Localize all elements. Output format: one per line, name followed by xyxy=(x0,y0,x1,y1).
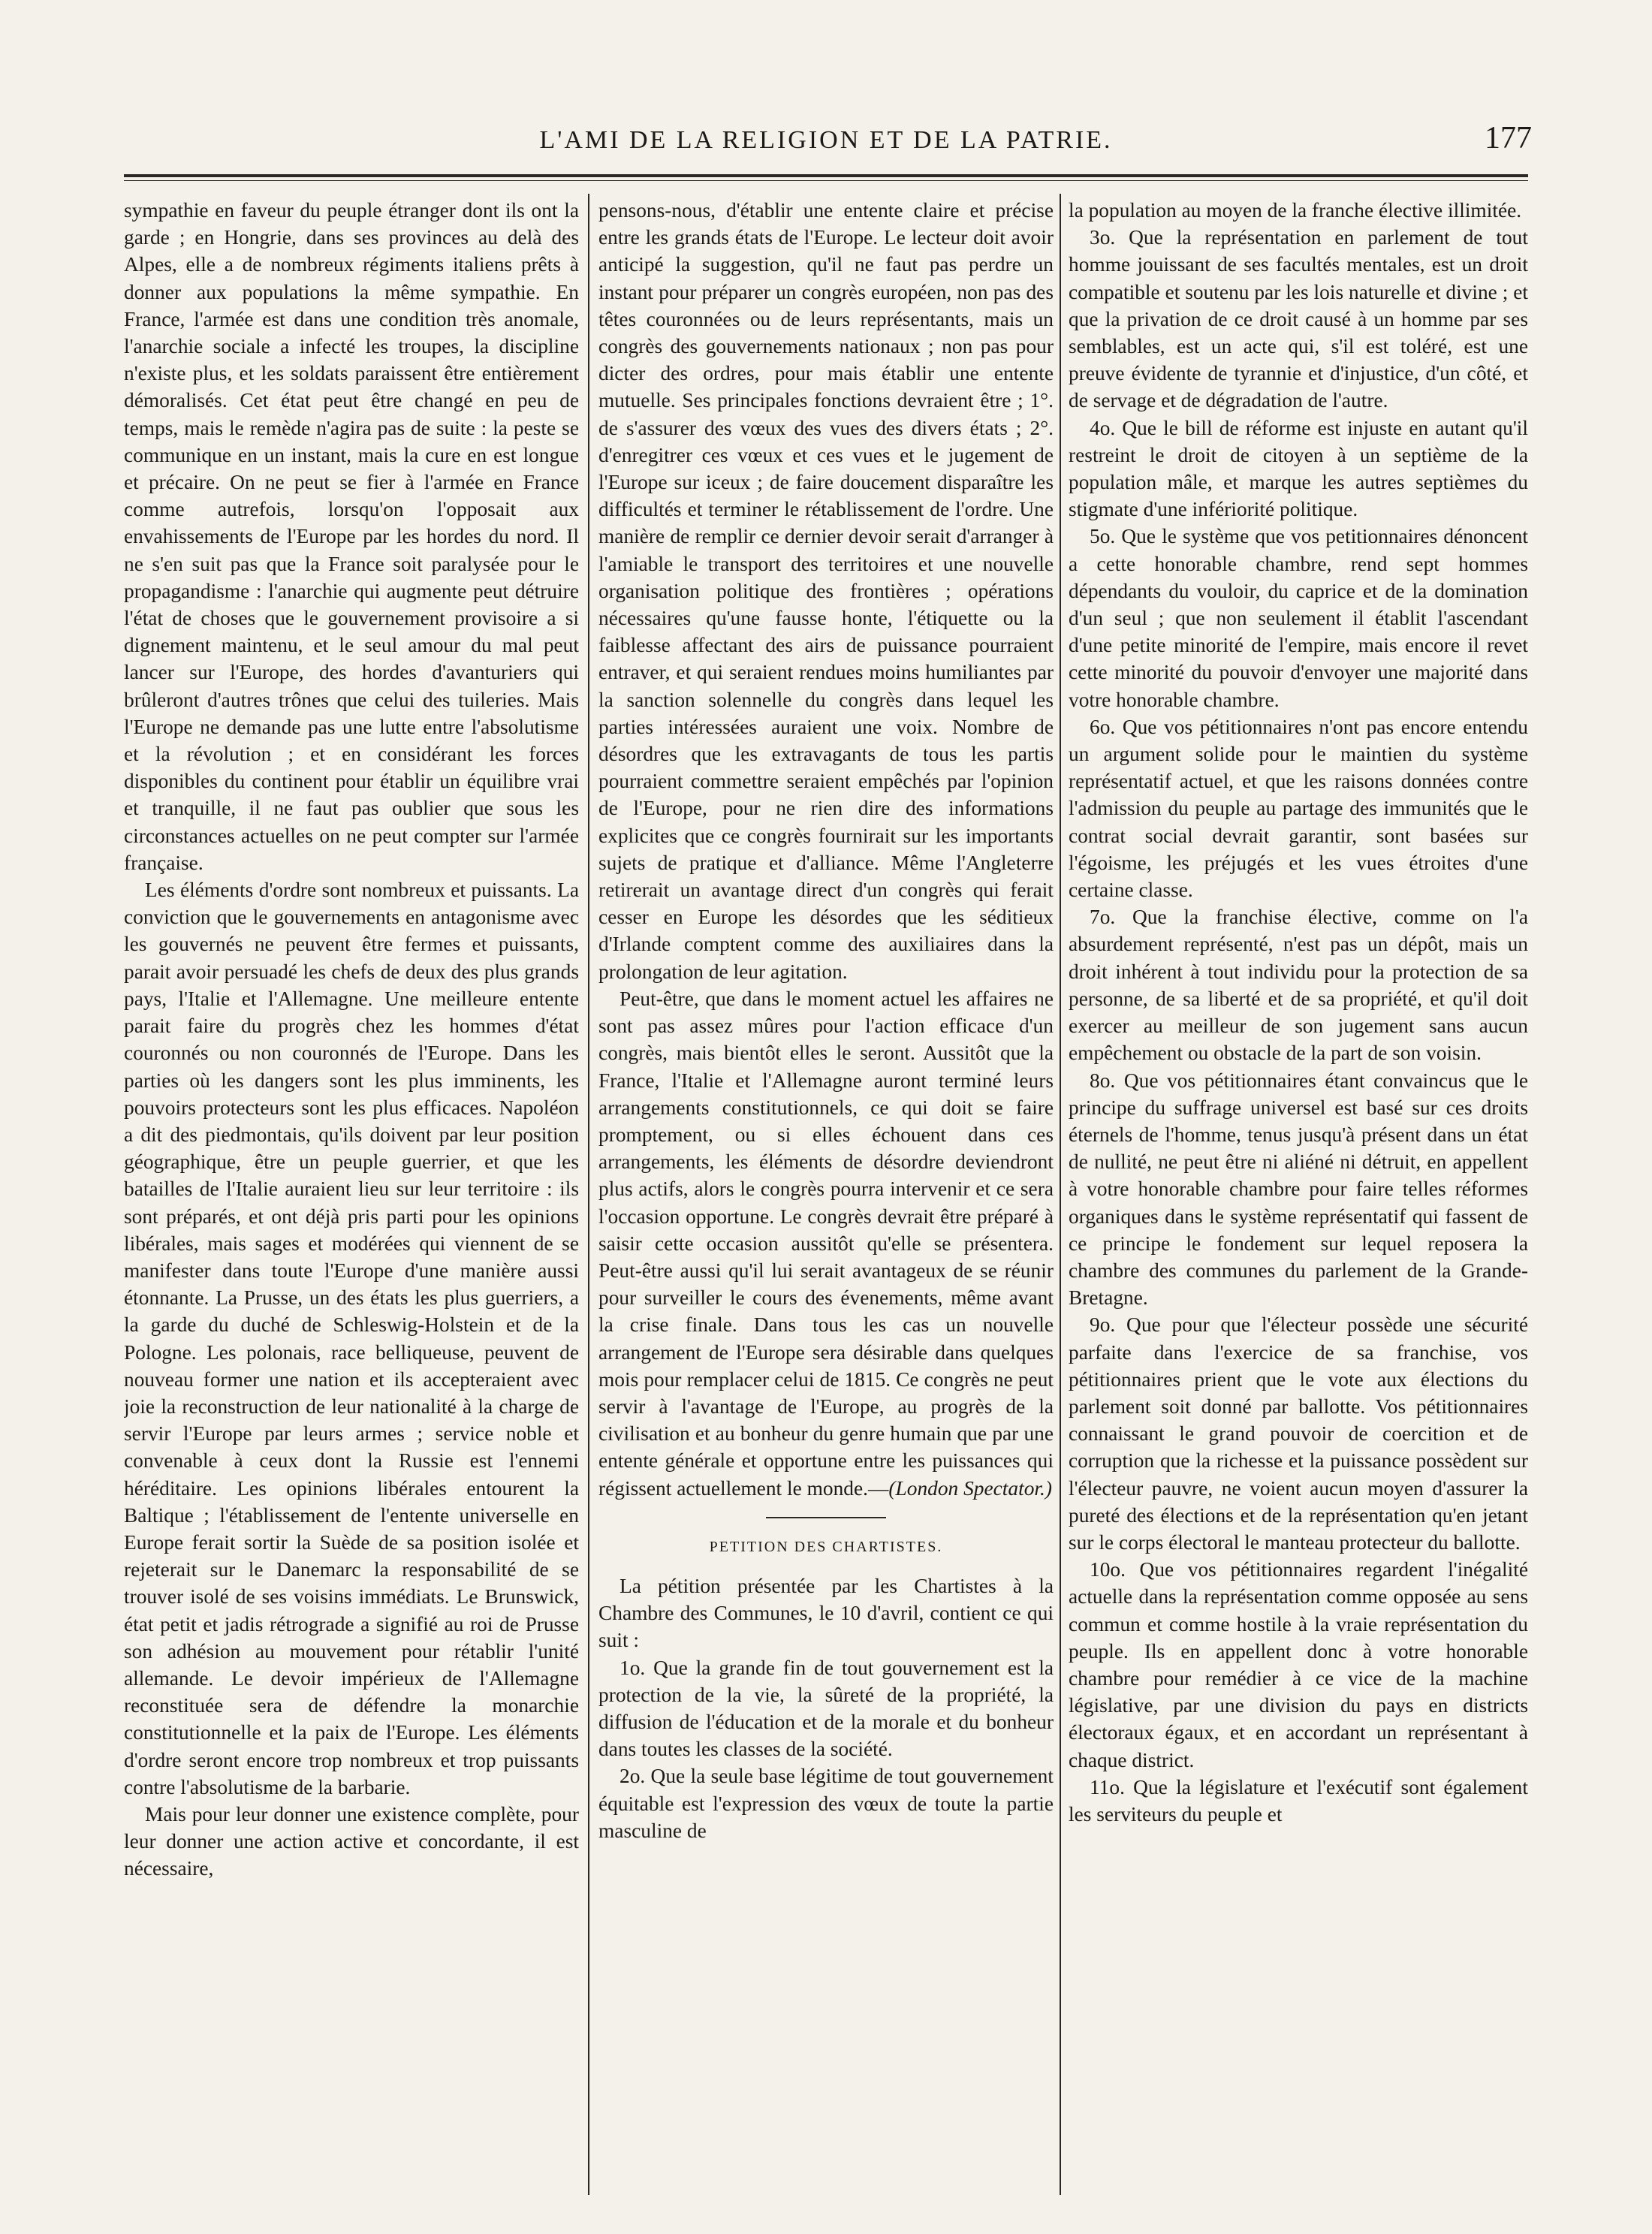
paragraph xyxy=(598,985,1054,1502)
paragraph: pensons-nous, d'établir une entente claire et précise entre les grands états de l'Europe. Le lecteur doit avoir anticipé la suggestion, qu'il ne faut pas perdre un instant pour préparer un congrès européen, non pas des têtes couronnées ou de leurs représentants, mais un congrès des gouvernements nationaux ; non pas pour dicter des ordres, pour mais établir une entente mutuelle. Ses principales fonctions devraient être ; 1°. de s'assurer des vœux des vues des divers états ; 2°. d'enregitrer ces vœux et ces vues et le jugement de l'Europe sur iceux ; de faire doucement disparaître les difficultés et terminer le rétablissement de l'ordre. Une manière de remplir ce dernier devoir serait d'arranger à l'amiable le transport des territoires et une nouvelle organisation politique des frontières ; opérations nécessaires qu'une fausse honte, l'étiquette ou la faiblesse affectant des airs de puissance pourraient entraver, et qui seraient rendues moins humiliantes par la sanction solennelle du congrès dans lequel les parties intéressées auraient une voix. Nombre de désordres que les extravagants de tous les partis pourraient commettre seraient empêchés par l'opinion de l'Europe, pour ne rien dire des informations explicites que ce congrès fournirait sur les importants sujets de pratique et d'alliance. Même l'Angleterre retirerait un avantage direct d'un congrès qui ferait cesser en Europe les désordes que les séditieux d'Irlande comptent comme des auxiliaires dans la prolongation de leur agitation. xyxy=(598,199,1054,983)
running-title: L'AMI DE LA RELIGION ET DE LA PATRIE. xyxy=(539,126,1113,154)
header-rule-thin xyxy=(124,180,1528,181)
page-header xyxy=(120,113,1532,165)
paragraph: 4o. Que le bill de réforme est injuste en autant qu'il restreint le droit de citoyen à un septième de la population mâle, et marque les autres septièmes du stigmate d'une infériorité politique. xyxy=(1069,416,1528,521)
text-column-1 xyxy=(124,197,579,2202)
paragraph: 1o. Que la grande fin de tout gouvernement est la protection de la vie, la sûreté de la propriété, la diffusion de l'éducation et de la morale et du bonheur dans toutes les classes de la société. xyxy=(598,1656,1054,1761)
paragraph: 5o. Que le système que vos petitionnaires dénoncent a cette honorable chambre, rend sept hommes dépendants du vouloir, du caprice et de la domination d'un seul ; que non seulement il établit l'ascendant d'une petite minorité de l'empire, mais encore il revet cette minorité du pouvoir d'envoyer une majorité dans votre honorable chambre. xyxy=(1069,525,1528,711)
paragraph: Les éléments d'ordre sont nombreux et puissants. La conviction que le gouvernements en antagonisme avec les gouvernés ne peuvent être fermes et puissants, parait avoir persuadé les chefs de deux des plus grands pays, l'Italie et l'Allemagne. Une meilleure entente parait faire du progrès chez les hommes d'état couronnés ou non couronnés de l'Europe. Dans les parties où les dangers sont les plus imminents, les pouvoirs protecteurs sont les plus efficaces. Napoléon a dit des piedmontais, qu'ils doivent par leur position géographique, être un peuple guerrier, et que les batailles de l'Italie auraient lieu sur leur territoire : ils sont préparés, et ont déjà pris parti pour les opinions libérales, mais sages et modérées qui viennent de se manifester dans toute l'Europe d'une manière aussi étonnante. La Prusse, un des états les plus guerriers, a la garde du duché de Schleswig-Holstein et de la Pologne. Les polonais, race belliqueuse, peuvent de nouveau former une nation et ils accepteraient avec joie la reconstruction de leur nationalité à la charge de servir l'Europe par leurs armes ; service noble et convenable à ceux dont la Russie est l'ennemi héréditaire. Les opinions libérales entourent la Baltique ; l'établissement de l'entente universelle en Europe ferait sortir la Suède de sa position isolée et rejeterait sur le Danemarc la responsabilité de se trouver isolé de ses voisins immédiats. Le Brunswick, état petit et jadis rétrograde a signifié au roi de Prusse son adhésion au mouvement pour rétablir l'unité allemande. Le devoir impérieux de l'Allemagne reconstituée sera de défendre la monarchie constitutionnelle et la paix de l'Europe. Les éléments d'ordre seront encore trop nombreux et trop puissants contre l'absolutisme de la barbarie. xyxy=(124,879,579,1798)
paragraph: 3o. Que la représentation en parlement de tout homme jouissant de ses facultés mentales, est un droit compatible et soutenu par les lois naturelle et divine ; et que la privation de ce droit causé à un homme par ses semblables, est un acte qui, s'il est toléré, est une preuve évidente de tyrannie et d'injustice, d'un côté, et de servage et de dégradation de l'autre. xyxy=(1069,226,1528,412)
paragraph: 7o. Que la franchise élective, comme on l'a absurdement représenté, n'est pas un dépôt, mais un droit inhérent à tout individu pour la protection de sa personne, de sa liberté et de sa propriété, et qu'il doit exercer au meilleur de son jugement sans aucun empêchement ou obstacle de la part de son voisin. xyxy=(1069,906,1528,1065)
section-heading: PETITION DES CHARTISTES. xyxy=(709,1538,943,1555)
text-column-2 xyxy=(598,197,1054,2202)
page-number: 177 xyxy=(1485,121,1532,155)
source-citation: (London Spectator.) xyxy=(888,1476,1052,1500)
paragraph: 2o. Que la seule base légitime de tout gouvernement équitable est l'expression des vœux de toute la partie masculine de xyxy=(598,1765,1054,1842)
paragraph: 10o. Que vos pétitionnaires regardent l'inégalité actuelle dans la représentation comme opposée au sens commun et comme hostile à la vraie représentation du peuple. Ils en appellent donc à votre honorable chambre pour remédier à ce vice de la machine législative, par une division du pays en districts électoraux égaux, et en accordant un représentant à chaque district. xyxy=(1069,1558,1528,1771)
section-divider xyxy=(766,1517,886,1518)
column-divider xyxy=(588,194,589,2195)
text-column-3 xyxy=(1069,197,1528,2202)
header-rule xyxy=(124,174,1528,177)
paragraph: 8o. Que vos pétitionnaires étant convaincus que le principe du suffrage universel est basé sur ces droits éternels de l'homme, tenus jusqu'à présent dans un état de nullité, ne peut être ni aliéné ni détruit, en appellent à votre honorable chambre pour faire telles réformes organiques dans le système représentatif qui fassent de ce principe le fondement sur lequel reposera la chambre des communes du parlement de la Grande-Bretagne. xyxy=(1069,1069,1528,1310)
paragraph: La pétition présentée par les Chartistes à la Chambre des Communes, le 10 d'avril, contient ce qui suit : xyxy=(598,1574,1054,1652)
paragraph: sympathie en faveur du peuple étranger dont ils ont la garde ; en Hongrie, dans ses provinces au delà des Alpes, elle a de nombreux régiments italiens prêts à donner aux populations la même sympathie. En France, l'armée est dans une condition très anomale, l'anarchie sociale a infecté les troupes, la discipline n'existe plus, et les soldats paraissent être entièrement démoralisés. Cet état peut être changé en peu de temps, mais le remède n'agira pas de suite : la peste se communique en un instant, mais la cure en est longue et précaire. On ne peut se fier à l'armée en France comme autrefois, lorsqu'on l'opposait aux envahissements de l'Europe par les hordes du nord. Il ne s'en suit pas que la France soit paralysée pour le propagandisme : l'anarchie qui augmente peut détruire l'état de choses que le gouvernement provisoire a si dignement maintenu, et le seul amour du mal peut lancer sur l'Europe, des hordes d'avanturiers qui brûleront d'autres trônes que celui des tuileries. Mais l'Europe ne demande pas une lutte entre l'absolutisme et la révolution ; et en considérant les forces disponibles du continent pour établir un équilibre vrai et tranquille, il ne faut pas oublier que sous les circonstances actuelles on ne peut compter sur l'armée française. xyxy=(124,199,579,874)
paragraph-text: Peut-être, que dans le moment actuel les affaires ne sont pas assez mûres pour l'action efficace d'un congrès, mais bientôt elles le seront. Aussitôt que la France, l'Italie et l'Allemagne auront terminé leurs arrangements constitutionnels, ce qui doit se faire promptement, ou si elles échouent dans ces arrangements, les éléments de désordre deviendront plus actifs, alors le congrès pourra intervenir et ce sera l'occasion opportune. Le congrès devrait être préparé à saisir cette occasion aussitôt qu'elle se présentera. Peut-être aussi qu'il lui serait avantageux de se réunir pour surveiller le cours des évenements, même avant la crise finale. Dans tous les cas un nouvelle arrangement de l'Europe sera désirable dans quelques mois pour remplacer celui de 1815. Ce congrès ne peut servir à l'avantage de l'Europe, au progrès de la civilisation et au bonheur du genre humain que par une entente générale et opportune entre les puissances qui régissent actuellement le monde.— xyxy=(598,987,1054,1500)
paragraph: Mais pour leur donner une existence complète, pour leur donner une action active et concordante, il est nécessaire, xyxy=(124,1802,579,1880)
paragraph: 11o. Que la législature et l'exécutif sont également les serviteurs du peuple et xyxy=(1069,1775,1528,1825)
paragraph: 9o. Que pour que l'électeur possède une sécurité parfaite dans l'exercice de sa franchise, vos pétitionnaires prient que le vote aux élections du parlement soit donné par ballotte. Vos pétitionnaires connaissant le grand pouvoir de coercition et de corruption que la richesse et la puissance possèdent sur l'électeur pauvre, ne voient aucun moyen d'assurer la pureté des élections et de la représentation qu'en jetant sur le corps électoral le manteau protecteur du ballotte. xyxy=(1069,1313,1528,1554)
column-divider xyxy=(1060,194,1061,2195)
paragraph: 6o. Que vos pétitionnaires n'ont pas encore entendu un argument solide pour le maintien du système représentatif actuel, et que les raisons données contre l'admission du peuple au partage des immunités que le contrat social devrait garantir, sont basées sur l'égoisme, les préjugés et les vues étroites d'une certaine classe. xyxy=(1069,715,1528,902)
paragraph: la population au moyen de la franche élective illimitée. xyxy=(1069,199,1522,222)
